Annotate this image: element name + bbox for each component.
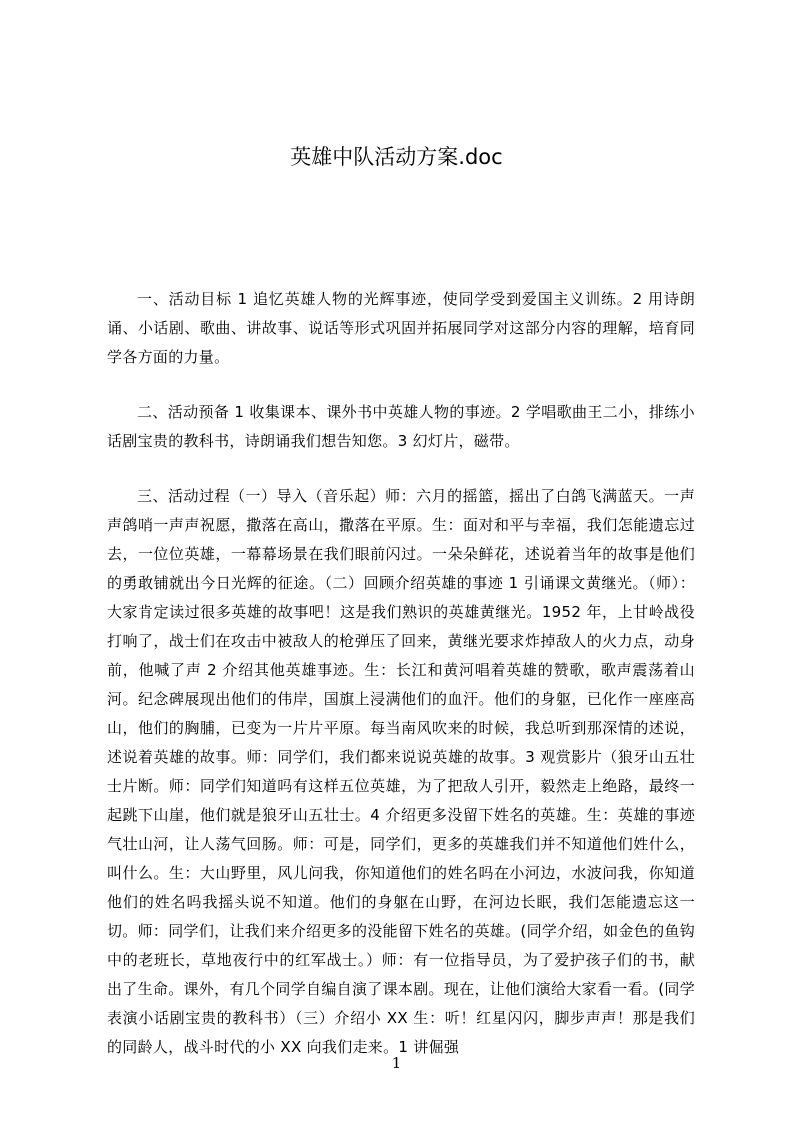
document-body bbox=[107, 285, 695, 1088]
paragraph-preparation: 二、活动预备 1 收集课本、课外书中英雄人物的事迹。2 学唱歌曲王二小，排练小话剧宝贵的教科书，诗朗诵我们想告知您。3 幻灯片，磁带。 bbox=[107, 403, 695, 450]
page-number: 1 bbox=[391, 1054, 402, 1072]
paragraph-process: 三、活动过程（一）导入（音乐起）师：六月的摇篮，摇出了白鸽飞满蓝天。一声声鸽哨一声声祝愿，撒落在高山，撒落在平原。生：面对和平与幸福，我们怎能遗忘过去，一位位英雄，一幕幕场景在我们眼前闪过。一朵朵鲜花，述说着当年的故事是他们的勇敢铺就出今日光辉的征途。（二）回顾介绍英雄的事迹 1 引诵课文黄继光。（师）：大家肯定读过很多英雄的故事吧！这是我们熟识的英雄黄继光。1952 年，上甘岭战役打响了，战士们在攻击中被敌人的枪弹压了回来，黄继光要求炸掉敌人的火力点，动身前，他喊了声 2 介绍其他英雄事迹。生：长江和黄河唱着英雄的赞歌，歌声震荡着山河。纪念碑展现出他们的伟岸，国旗上浸满他们的血汗。他们的身躯，已化作一座座高山，他们的胸脯，已变为一片片平原。每当南风吹来的时候，我总听到那深情的述说，述说着英雄的故事。师：同学们，我们都来说说英雄的故事。3 观赏影片（狼牙山五壮士片断。师：同学们知道吗有这样五位英雄，为了把敌人引开，毅然走上绝路，最终一起跳下山崖，他们就是狼牙山五壮士。4 介绍更多没留下姓名的英雄。生：英雄的事迹气壮山河，让人荡气回肠。师：可是，同学们，更多的英雄我们并不知道他们姓什么，叫什么。生：大山野里，风儿问我，你知道他们的姓名吗在小河边，水波问我，你知道他们的姓名吗我摇头说不知道。他们的身躯在山野，在河边长眠，我们怎能遗忘这一切。师：同学们，让我们来介绍更多的没能留下姓名的英雄。(同学介绍，如金色的鱼钩中的老班长，草地夜行中的红军战士。）师：有一位指导员，为了爱护孩子们的书，献出了生命。课外，有几个同学自编自演了课本剧。现在，让他们演给大家看一看。(同学表演小话剧宝贵的教科书）（三）介绍小 XX 生：听！红星闪闪，脚步声声！那是我们的同龄人，战斗时代的小 XX 向我们走来。1 讲倔强 bbox=[107, 487, 695, 1056]
paragraph-objectives: 一、活动目标 1 追忆英雄人物的光辉事迹，使同学受到爱国主义训练。2 用诗朗诵、小话剧、歌曲、讲故事、说话等形式巩固并拓展同学对这部分内容的理解，培育同学各方面的力量。 bbox=[107, 290, 695, 366]
document-title: 英雄中队活动方案.doc bbox=[290, 145, 503, 169]
